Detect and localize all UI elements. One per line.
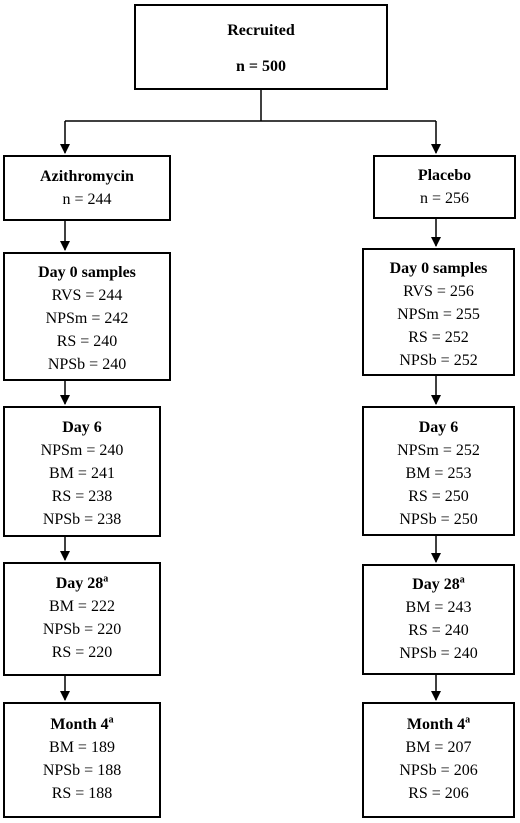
stage-line: RS = 188 <box>51 785 113 802</box>
arm-count: n = 244 <box>62 191 112 208</box>
arm-name: Placebo <box>417 167 472 184</box>
arm-count: n = 256 <box>419 190 470 207</box>
stage-line: BM = 189 <box>49 739 115 756</box>
stage-box-azithromycin-day28 <box>3 562 161 676</box>
stage-title: Day 0 samples <box>38 264 136 281</box>
stage-line: RS = 240 <box>56 333 118 350</box>
stage-line: NPSb = 252 <box>399 352 478 369</box>
stage-line: NPSb = 206 <box>399 762 478 779</box>
stage-box-azithromycin-day6 <box>3 406 161 537</box>
stage-line: NPSm = 255 <box>397 306 480 323</box>
stage-line: NPSm = 252 <box>397 442 480 459</box>
stage-line: BM = 222 <box>49 598 115 615</box>
stage-line: RS = 220 <box>51 644 113 661</box>
stage-title: Day 28$^a$ <box>55 573 109 592</box>
stage-line: RS = 238 <box>51 488 113 505</box>
arm-name: Azithromycin <box>40 168 134 185</box>
stage-line: RS = 206 <box>408 785 469 802</box>
stage-box-placebo-day6 <box>362 406 515 536</box>
stage-box-placebo-month4 <box>362 702 515 818</box>
stage-line: NPSb = 238 <box>42 511 122 528</box>
stage-line: RVS = 256 <box>403 283 474 300</box>
stage-line: NPSb = 250 <box>399 511 478 528</box>
stage-line: RS = 240 <box>408 622 469 639</box>
stage-line: RS = 250 <box>408 488 469 505</box>
arm-box-azithromycin <box>3 155 171 221</box>
stage-title: Day 28$^a$ <box>412 574 465 593</box>
stage-line: BM = 243 <box>405 599 472 616</box>
recruited-title: Recruited <box>227 22 295 39</box>
stage-title: Month 4$^a$ <box>406 714 471 733</box>
stage-line: NPSb = 240 <box>399 645 478 662</box>
stage-line: NPSb = 188 <box>42 762 122 779</box>
recruited-box <box>134 4 388 90</box>
stage-line: BM = 207 <box>405 739 472 756</box>
arm-box-placebo <box>373 155 516 219</box>
recruited-count: n = 500 <box>235 58 286 75</box>
stage-line: BM = 253 <box>405 465 472 482</box>
stage-box-placebo-day0 <box>362 248 515 376</box>
stage-box-azithromycin-month4 <box>3 702 161 818</box>
stage-line: NPSm = 242 <box>45 310 129 327</box>
stage-title: Day 6 <box>62 419 102 436</box>
stage-line: NPSm = 240 <box>40 442 124 459</box>
stage-box-azithromycin-day0 <box>3 252 171 381</box>
stage-line: RVS = 244 <box>51 287 123 304</box>
stage-title: Month 4$^a$ <box>50 714 114 733</box>
stage-title: Day 6 <box>418 419 459 436</box>
stage-line: NPSb = 240 <box>47 356 127 373</box>
stage-box-placebo-day28 <box>362 564 515 675</box>
stage-line: NPSb = 220 <box>42 621 122 638</box>
stage-title: Day 0 samples <box>389 260 488 277</box>
stage-line: BM = 241 <box>49 465 115 482</box>
stage-line: RS = 252 <box>408 329 469 346</box>
